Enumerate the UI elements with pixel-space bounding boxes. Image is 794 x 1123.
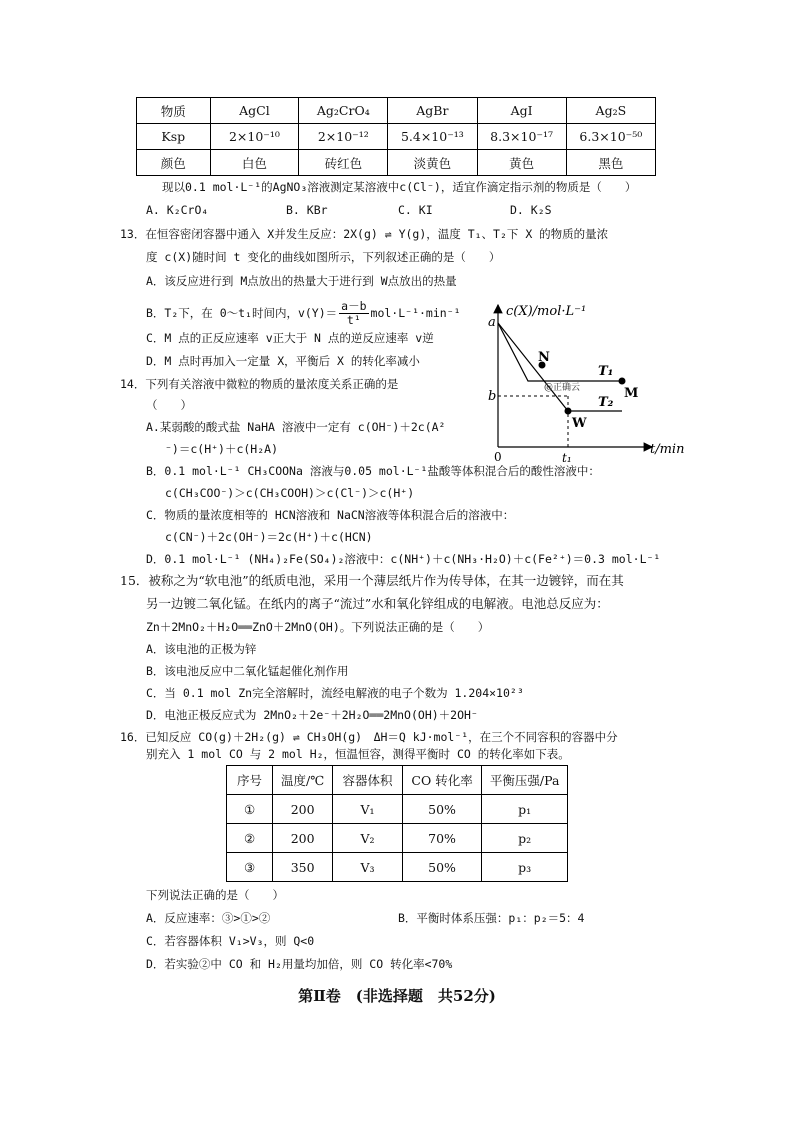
table-cell: AgI <box>477 98 566 124</box>
table-cell: 350 <box>273 853 333 882</box>
q13-option-a: A．该反应进行到 M点放出的热量大于进行到 W点放出的热量 <box>146 274 457 288</box>
label-a: a <box>488 315 496 330</box>
table-cell: p₃ <box>482 853 568 882</box>
q13-option-b <box>146 300 461 327</box>
table-cell: 5.4×10⁻¹³ <box>388 124 477 150</box>
q14-option-b-line2: c(CH₃COO⁻)＞c(CH₃COOH)＞c(Cl⁻)＞c(H⁺) <box>165 486 415 500</box>
table-row <box>137 124 656 150</box>
table-cell: 200 <box>273 795 333 824</box>
table-row <box>137 150 656 176</box>
curve-t1-label: T₁ <box>598 364 614 379</box>
point-m-marker <box>619 378 626 385</box>
table-cell: Ag₂S <box>566 98 655 124</box>
point-n-label: N <box>538 350 550 365</box>
table-cell: 200 <box>273 824 333 853</box>
q13-option-b-unit: mol·L⁻¹·min⁻¹ <box>370 306 461 320</box>
table-cell: 砖红色 <box>299 150 388 176</box>
q13-stem-line1: 13．在恒容密闭容器中通入 X并发生反应：2X(g) ⇌ Y(g)，温度 T₁、T₂下 X 的物质的量浓 <box>120 227 609 241</box>
table-cell: AgCl <box>210 98 299 124</box>
q15-line3: Zn＋2MnO₂＋H₂O══ZnO＋2MnO(OH)。下列说法正确的是（ ） <box>146 620 490 634</box>
q14-option-a-line2: ⁻)＝c(H⁺)＋c(H₂A) <box>165 442 279 456</box>
table-header-row <box>227 766 568 795</box>
q15-option-a: A．该电池的正极为锌 <box>146 642 257 656</box>
q13-option-b-prefix: B．T₂下，在 0～t₁时间内，v(Y)＝ <box>146 306 338 320</box>
q15-option-c: C．当 0.1 mol Zn完全溶解时，流经电解液的电子个数为 1.204×10²³ <box>146 686 524 700</box>
q16-line1: 16．已知反应 CO(g)＋2H₂(g) ⇌ CH₃OH(g) ΔH＝Q kJ·mol⁻¹，在三个不同容积的容器中分 <box>120 730 618 744</box>
q14-option-a-line1: A.某弱酸的酸式盐 NaHA 溶液中一定有 c(OH⁻)＋2c(A² <box>146 420 446 434</box>
table-header-cell: 序号 <box>227 766 273 795</box>
co-conversion-table <box>226 765 568 882</box>
q14-option-b-line1: B．0.1 mol·L⁻¹ CH₃COONa 溶液与0.05 mol·L⁻¹盐酸等体积混合后的酸性溶液中： <box>146 464 600 478</box>
origin-label: 0 <box>494 450 502 464</box>
q16-option-c: C．若容器体积 V₁>V₃，则 Q<0 <box>146 934 315 948</box>
q16-option-b: B．平衡时体系压强：p₁：p₂＝5：4 <box>398 911 585 925</box>
section-title: 第Ⅱ卷 (非选择题 共52分) <box>298 987 496 1005</box>
table-cell: 白色 <box>210 150 299 176</box>
table-cell: 50% <box>402 853 482 882</box>
point-m-label: M <box>624 386 639 401</box>
table-cell: 6.3×10⁻⁵⁰ <box>566 124 655 150</box>
table-cell: 2×10⁻¹² <box>299 124 388 150</box>
table-cell: V₂ <box>333 824 403 853</box>
q14-stem-line1: 14．下列有关溶液中微粒的物质的量浓度关系正确的是 <box>120 377 399 391</box>
watermark-text: @正确云 <box>544 383 581 393</box>
q12-option-c: C. KI <box>398 203 433 217</box>
x-axis-label: t/min <box>650 442 685 457</box>
q15-option-d: D．电池正极反应式为 2MnO₂＋2e⁻＋2H₂O══2MnO(OH)＋2OH⁻ <box>146 708 478 722</box>
q13-option-c: C．M 点的正反应速率 v正大于 N 点的逆反应速率 v逆 <box>146 331 434 345</box>
table-cell: ③ <box>227 853 273 882</box>
q14-option-c-line1: C．物质的量浓度相等的 HCN溶液和 NaCN溶液等体积混合后的溶液中： <box>146 508 515 522</box>
q13-fraction-denominator: t¹ <box>346 313 361 327</box>
curve-t2-label: T₂ <box>598 395 614 410</box>
table-header-cell: 容器体积 <box>333 766 403 795</box>
table-cell: ① <box>227 795 273 824</box>
table-cell: V₃ <box>333 853 403 882</box>
table-cell: 颜色 <box>137 150 211 176</box>
q12-stem: 现以0.1 mol·L⁻¹的AgNO₃溶液测定某溶液中c(Cl⁻)，适宜作滴定指示剂的物质是（ ） <box>162 180 637 194</box>
concentration-time-graph <box>482 295 692 465</box>
table-row <box>227 795 568 824</box>
table-cell: 物质 <box>137 98 211 124</box>
table-header-cell: 温度/℃ <box>273 766 333 795</box>
table-cell: 70% <box>402 824 482 853</box>
table-row <box>227 824 568 853</box>
q14-option-d: D．0.1 mol·L⁻¹ (NH₄)₂Fe(SO₄)₂溶液中：c(NH⁺)＋c(NH₃·H₂O)＋c(Fe²⁺)＝0.3 mol·L⁻¹ <box>146 552 661 566</box>
table-cell: 2×10⁻¹⁰ <box>210 124 299 150</box>
label-b: b <box>488 389 497 404</box>
q13-fraction-numerator: a－b <box>341 299 367 313</box>
table-cell: p₂ <box>482 824 568 853</box>
table-cell: ② <box>227 824 273 853</box>
table-cell: V₁ <box>333 795 403 824</box>
table-cell: 8.3×10⁻¹⁷ <box>477 124 566 150</box>
table-row <box>227 853 568 882</box>
table-header-cell: CO 转化率 <box>402 766 482 795</box>
q15-option-b: B．该电池反应中二氧化锰起催化剂作用 <box>146 664 349 678</box>
q13-stem-line2: 度 c(X)随时间 t 变化的曲线如图所示，下列叙述正确的是（ ） <box>146 250 501 264</box>
table-header-cell: 平衡压强/Pa <box>482 766 568 795</box>
q16-option-a: A．反应速率：③>①>② <box>146 911 271 925</box>
table-cell: AgBr <box>388 98 477 124</box>
y-axis-label: c(X)/mol·L⁻¹ <box>506 304 587 319</box>
q12-option-d: D. K₂S <box>510 203 552 217</box>
q16-line2: 别充入 1 mol CO 与 2 mol H₂，恒温恒容，测得平衡时 CO 的转化率如下表。 <box>146 747 570 761</box>
q15-line2: 另一边镀二氧化锰。在纸内的离子“流过”水和氧化锌组成的电解液。电池总反应为： <box>146 596 609 611</box>
table-cell: Ksp <box>137 124 211 150</box>
q13-option-d: D．M 点时再加入一定量 X，平衡后 X 的转化率减小 <box>146 354 420 368</box>
table-cell: 淡黄色 <box>388 150 477 176</box>
table-cell: 黑色 <box>566 150 655 176</box>
ksp-table <box>136 97 656 176</box>
q16-option-d: D．若实验②中 CO 和 H₂用量均加倍，则 CO 转化率<70% <box>146 957 453 971</box>
q15-line1: 15．被称之为“软电池”的纸质电池，采用一个薄层纸片作为传导体，在其一边镀锌，而在其 <box>120 573 624 588</box>
point-w-label: W <box>572 416 587 431</box>
q16-prompt: 下列说法正确的是（ ） <box>146 888 284 902</box>
point-w-marker <box>565 408 572 415</box>
q14-option-c-line2: c(CN⁻)＋2c(OH⁻)＝2c(H⁺)＋c(HCN) <box>165 530 373 544</box>
q14-stem-line2: （ ） <box>146 398 192 412</box>
table-cell: 黄色 <box>477 150 566 176</box>
table-cell: p₁ <box>482 795 568 824</box>
q13-fraction <box>339 300 368 327</box>
table-row <box>137 98 656 124</box>
table-cell: Ag₂CrO₄ <box>299 98 388 124</box>
q12-option-b: B. KBr <box>286 203 328 217</box>
table-cell: 50% <box>402 795 482 824</box>
label-t1: t₁ <box>562 451 572 465</box>
q12-option-a: A. K₂CrO₄ <box>146 203 209 217</box>
